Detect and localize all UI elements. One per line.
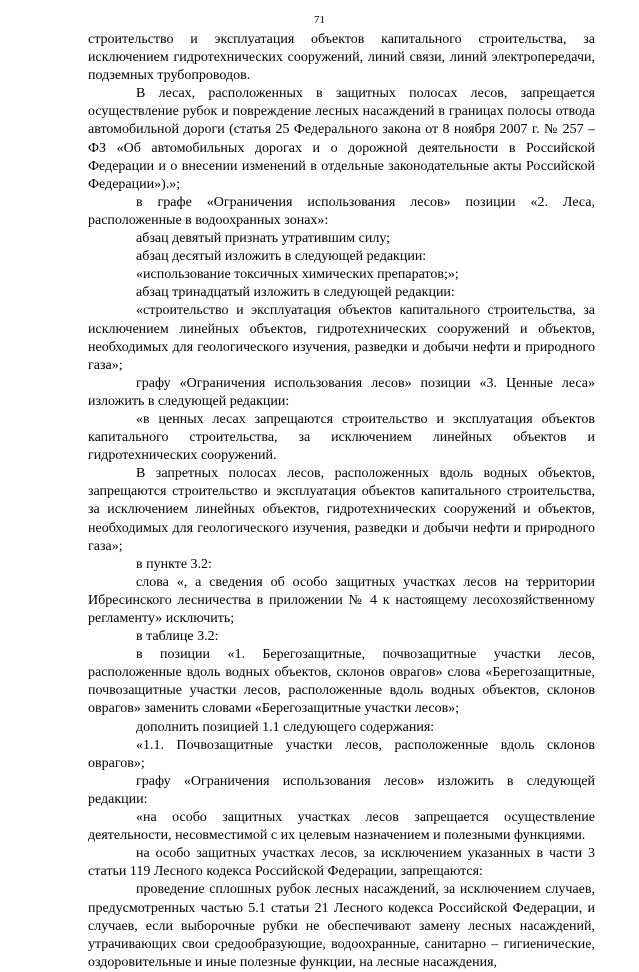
paragraph: графу «Ограничения использования лесов» позиции «3. Ценные леса» изложить в следующей редакции: — [88, 375, 595, 409]
paragraph: абзац десятый изложить в следующей редакции: — [136, 249, 427, 265]
paragraph: на особо защитных участках лесов, за исключением указанных в части 3 статьи 119 Лесного кодекса Российской Федерации, запрещаются: — [88, 846, 595, 880]
paragraph: «в ценных лесах запрещаются строительство и эксплуатация объектов капитального строительства, за исключением линейных объектов и гидротехнических сооружений. — [88, 411, 595, 464]
paragraph: проведение сплошных рубок лесных насаждений, за исключением случаев, предусмотренных частью 5.1 статьи 21 Лесного кодекса Российской Федерации, и случаев, если выборочные рубки не обеспечивают замену лесных насаждений, утрачивающих свои средообразующие, водоохранные, санитарно – гигиенические, оздоровительные и иные полезные функции, на лесные насаждения, — [88, 882, 595, 970]
paragraph: В запретных полосах лесов, расположенных вдоль водных объектов, запрещаются строительство и эксплуатация объектов капитального строительства, за исключением линейных объектов, гидротехнических сооружений и объектов, необходимых для геологического изучения, разведки и добычи нефти и природного газа»; — [88, 466, 595, 554]
paragraph: в позиции «1. Берегозащитные, почвозащитные участки лесов, расположенные вдоль водных объектов, склонов оврагов» слова «Берегозащитные, почвозащитные участки лесов, расположенные вдоль водных объектов, склонов оврагов» заменить словами «Берегозащитные участки лесов»; — [88, 647, 595, 717]
paragraph: «на особо защитных участках лесов запрещается осуществление деятельности, несовместимой с их целевым назначением и полезными функциями. — [88, 810, 595, 844]
page-number: 71 — [314, 14, 325, 26]
paragraph: дополнить позицией 1.1 следующего содержания: — [136, 719, 435, 735]
paragraph: в графе «Ограничения использования лесов» позиции «2. Леса, расположенные в водоохранных зонах»: — [88, 194, 595, 228]
paragraph: слова «, а сведения об особо защитных участках лесов на территории Ибресинского лесничества в приложении № 4 к настоящему лесохозяйственному регламенту» исключить; — [88, 574, 595, 626]
paragraph: абзац тринадцатый изложить в следующей редакции: — [136, 285, 455, 301]
paragraph: в таблице 3.2: — [136, 629, 219, 645]
paragraph: абзац девятый признать утратившим силу; — [136, 231, 391, 247]
paragraph: графу «Ограничения использования лесов» изложить в следующей редакции: — [88, 773, 595, 807]
paragraph: В лесах, расположенных в защитных полосах лесов, запрещается осуществление рубок и повреждение лесных насаждений в границах полосы отвода автомобильной дороги (статья 25 Федерального закона от 8 ноября 2007 г. № 257 – ФЗ «Об автомобильных дорогах и о дорожной деятельности в Российской Федерации и о внесении изменений в отдельные законодательные акты Российской Федерации»).»; — [88, 86, 595, 192]
paragraph: «строительство и эксплуатация объектов капитального строительства, за исключением линейных объектов, гидротехнических сооружений и объектов, необходимых для геологического изучения, разведки и добычи нефти и природного газа»; — [88, 303, 595, 373]
paragraph: в пункте 3.2: — [136, 556, 212, 572]
paragraph: «1.1. Почвозащитные участки лесов, расположенные вдоль склонов оврагов»; — [88, 737, 595, 771]
document-body — [88, 31, 595, 972]
paragraph: «использование токсичных химических препаратов;»; — [136, 267, 459, 283]
paragraph: строительство и эксплуатация объектов капитального строительства, за исключением гидротехнических сооружений, линий связи, линий электропередачи, подземных трубопроводов. — [88, 32, 595, 84]
